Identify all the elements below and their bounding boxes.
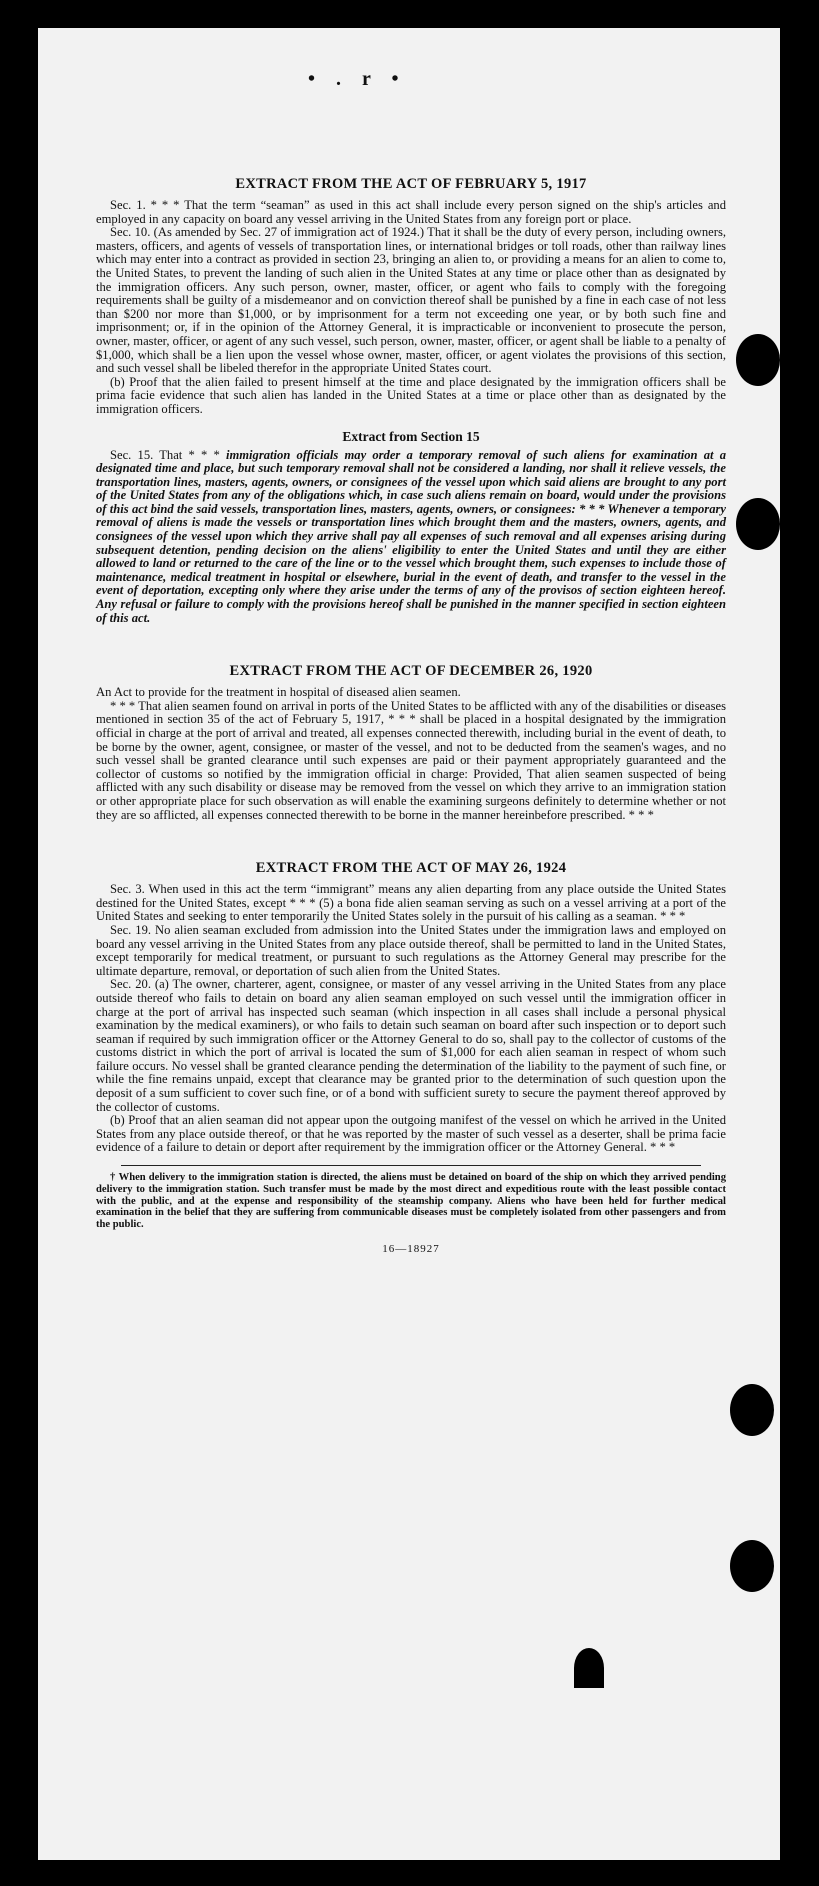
paragraph: * * * That alien seamen found on arrival in ports of the United States to be afflicted with any of the disabilities or diseases mentioned in section 35 of the act of February 5, 1917, * * * shall be placed in a hospital designated by the immigration official in charge at the port of arrival and treated, all expenses connected therewith, including burial in the event of death, to be borne by the owner, agent, consignee, or master of the vessel, and not to be deducted from the seamen's wages, and no such vessel shall be granted clearance until such expenses are paid or their payment appropriately guaranteed and the collector of customs so notified by the immigration official in charge: Provided, That alien seamen suspected of being afflicted with any such disability or disease may be removed from the vessel on which they arrive to an immigration station or other appropriate place for such observation as will enable the examining surgeons definitely to determine whether or not they are so afflicted, all expenses connected therewith to be borne in the manner hereinbefore prescribed. * * * <box>96 698 726 822</box>
folio-number: 16—18927 <box>382 1243 440 1256</box>
document-body <box>96 136 726 1255</box>
punch-hole <box>736 498 780 550</box>
paragraph: Sec. 3. When used in this act the term “immigrant” means any alien departing from any place outside the United States destined for the United States, except * * * (5) a bona fide alien seaman serving as such on a vessel arriving at a port of the United States and seeking to enter temporarily the United States solely in the pursuit of his calling as a seaman. * * * <box>96 882 726 924</box>
paragraph: Sec. 20. (a) The owner, charterer, agent, consignee, or master of any vessel arriving in the United States from any place outside thereof who fails to detain on board any alien seaman employed on such vessel until the immigration officer in charge at the port of arrival has inspected such seaman (which inspection in all cases shall include a personal physical examination by the medical examiners), or who fails to detain such seaman on board after such inspection or to deport such seaman if required by such immigration officer or the Attorney General to do so, shall pay to the collector of customs of the customs district in which the port of arrival is located the sum of $1,000 for each alien seaman in respect of whom such failure occurs. No vessel shall be granted clearance pending the determination of the liability to the payment of such fine, or while the fine remains unpaid, except that clearance may be granted prior to the determination of such question upon the deposit of a sum sufficient to cover such fine, or of a bond with sufficient surety to secure the payment thereof approved by the collector of customs. <box>96 977 726 1114</box>
section-title-feb-1917: EXTRACT FROM THE ACT OF FEBRUARY 5, 1917 <box>235 176 587 192</box>
subsection-title: Extract from Section 15 <box>342 428 480 444</box>
punch-notch <box>574 1648 604 1688</box>
paragraph: Sec. 1. * * * That the term “seaman” as used in this act shall include every person signed on the ship's articles and employed in any capacity on board any vessel arriving in the United States from any foreign port or place. <box>96 198 726 226</box>
section-15-body: immigration officials may order a temporary removal of such aliens for examination at a designated time and place, but such temporary removal shall not be considered a landing, nor shall it relieve vessels, the transportation lines, masters, agents, owners, or consignees of the vessel upon which said aliens are brought to any port of the United States from any of the obligations which, in case such aliens remain on board, would under the provisions of this act bind the said vessels, transportation lines, masters, agents, owners, or consignees: * * * Whenever a temporary removal of aliens is made the vessels or transportation lines which brought them and the masters, owners, agents, and consignees of the vessel upon which they arrive shall pay all expenses of such removal and all expenses arising during subsequent detention, pending decision on the aliens' eligibility to enter the United States and until they are either allowed to land or returned to the care of the line or to the vessel which brought them, such expenses to include those of maintenance, medical treatment in hospital or elsewhere, burial in the event of death, and transfer to the vessel in the event of deportation, excepting only where they arise under the terms of any of the provisos of section eighteen hereof. Any refusal or failure to comply with the provisions hereof shall be punished in the manner specified in section eighteen of this act. <box>96 447 726 625</box>
document-page <box>38 28 780 1860</box>
paragraph: An Act to provide for the treatment in hospital of diseased alien seamen. <box>96 685 461 700</box>
section-title-may-1924: EXTRACT FROM THE ACT OF MAY 26, 1924 <box>255 860 567 877</box>
paragraph: Sec. 19. No alien seaman excluded from admission into the United States under the immigration laws and employed on board any vessel arriving in the United States from any place outside thereof, shall be permitted to land in the United States, except temporarily for medical treatment, or pursuant to such regulations as the Attorney General may prescribe for the ultimate departure, removal, or deportation of such alien from the United States. <box>96 922 726 978</box>
punch-hole <box>736 334 780 386</box>
punch-hole <box>730 1384 774 1436</box>
paragraph: (b) Proof that an alien seaman did not appear upon the outgoing manifest of the vessel on which he arrived in the United States from any place outside thereof, or that he was reported by the master of such vessel as a deserter, shall be prima facie evidence of a failure to detain or deport after requirement by the immigration officer or the Attorney General. * * * <box>96 1113 726 1155</box>
header-marks: • . r • <box>308 68 407 90</box>
footnote-divider <box>121 1165 701 1166</box>
section-15-paragraph <box>96 449 726 626</box>
footnote: † When delivery to the immigration station is directed, the aliens must be detained on board of the ship on which they arrived pending delivery to the immigration station. Such transfer must be made by the most direct and expeditious route with the least possible contact with the public, and at the expense and responsibility of the steamship company. Aliens who have been held for further medical examination in the belief that they are suffering from communicable diseases must be completely isolated from other passengers and from the public. <box>96 1172 726 1231</box>
section-15-intro: Sec. 15. That * * * <box>110 447 220 462</box>
paragraph: Sec. 10. (As amended by Sec. 27 of immigration act of 1924.) That it shall be the duty of every person, including owners, masters, officers, and agents of vessels of transportation lines, or international bridges or toll roads, other than railway lines which may enter into a contract as provided in section 23, bringing an alien to, or providing a means for an alien to come to, the United States, to prevent the landing of such alien in the United States at any time or place other than as designated by the immigration officers. Any such person, owner, master, officer, or agent who fails to comply with the foregoing requirements shall be guilty of a misdemeanor and on conviction thereof shall be punished by a fine in each case of not less than $200 nor more than $1,000, or by imprisonment for a term not exceeding one year, or by both such fine and imprisonment; or, if in the opinion of the Attorney General, it is impracticable or inconvenient to prosecute the person, owner, master, officer, or agent of any such vessel, such person, owner, master, officer, or agent shall be liable to a penalty of $1,000, which shall be a lien upon the vessel whose owner, master, officer, or agent violates the provisions of this section, and such vessel shall be libeled therefor in the appropriate United States court. <box>96 225 726 376</box>
paragraph: (b) Proof that the alien failed to present himself at the time and place designated by the immigration officers shall be prima facie evidence that such alien has landed in the United States at a time or place other than as designated by the immigration officers. <box>96 374 726 416</box>
punch-hole <box>730 1540 774 1592</box>
section-title-dec-1920: EXTRACT FROM THE ACT OF DECEMBER 26, 1920 <box>229 663 593 680</box>
